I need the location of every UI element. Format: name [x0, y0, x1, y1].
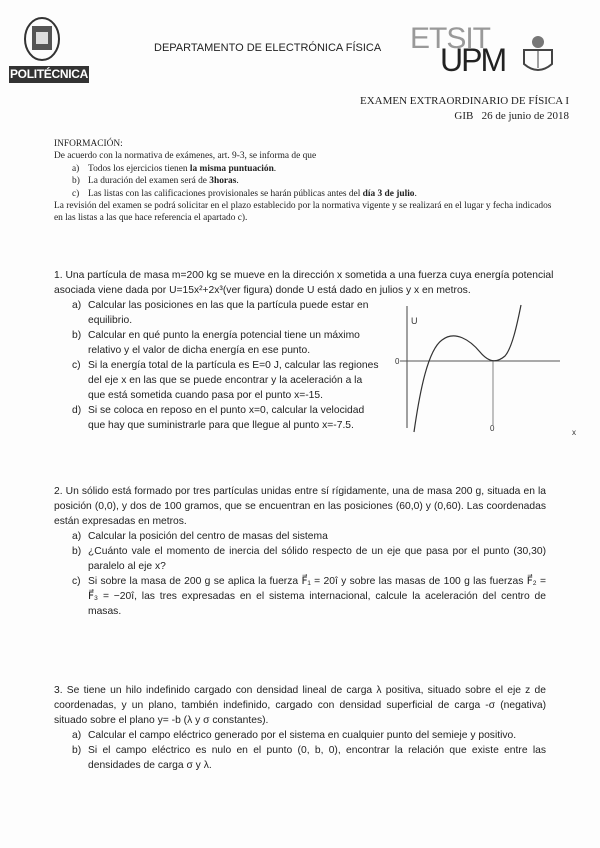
item-text: Calcular el campo eléctrico generado por el sistema en cualquier punto del semieje y positivo. [88, 730, 517, 741]
item-text: ¿Cuánto vale el momento de inercia del sólido respecto de un eje que pasa por el punto (30,30) paralelo al eje x? [88, 546, 546, 572]
item-text [88, 188, 417, 200]
question-3-stem: 3. Se tiene un hilo indefinido cargado con densidad lineal de carga λ positiva, situado sobre el eje z de coordenadas, y un plano, también indefinido, cargado con densidad superficial de carga -σ (negativa) situado sobre el plano y= -b (λ y σ constantes). [54, 685, 546, 726]
potential-curve [414, 305, 521, 432]
politecnica-logo: POLITÉCNICA [9, 67, 89, 81]
question-2 [54, 484, 546, 619]
item-text: Calcular las posiciones en las que la partícula puede estar en equilibrio. [88, 300, 369, 326]
item-text-bold: 3horas [209, 176, 237, 187]
list-item [72, 163, 554, 175]
x-zero-label: 0 [490, 424, 495, 433]
item-text: Si el campo eléctrico es nulo en el punto (0, b, 0), encontrar la relación que existe entre las densidades de carga σ y λ. [88, 745, 546, 771]
list-item [72, 328, 382, 358]
upm-crest-logo [22, 16, 62, 62]
info-closing: La revisión del examen se podrá solicitar en el plazo establecido por la normativa vigente y se realizará en el lugar y fecha indicados en las listas a las que hace referencia el apartado c). [54, 201, 552, 224]
item-text: Calcular la posición del centro de masas del sistema [88, 531, 328, 542]
item-label: a) [72, 730, 82, 741]
item-label: c) [72, 188, 80, 199]
item-label: a) [72, 300, 82, 311]
list-item [72, 544, 546, 574]
item-label: d) [72, 405, 82, 416]
u-zero-label: 0 [395, 357, 400, 366]
item-label: b) [72, 176, 80, 187]
question-3 [54, 683, 546, 773]
item-label: a) [72, 163, 80, 174]
list-item [72, 403, 382, 433]
item-text [88, 163, 276, 175]
list-item [72, 728, 546, 743]
item-text-bold: día 3 de julio [362, 188, 415, 199]
item-label: b) [72, 546, 82, 557]
item-text-bold: la misma puntuación [189, 163, 274, 174]
item-text-pre: Todos los ejercicios tienen [88, 163, 190, 174]
question-2-stem: 2. Un sólido está formado por tres partículas unidas entre sí rígidamente, una de masa 200 g, situada en la posición (0,0), y dos de 100 gramos, que se encuentran en las posiciones (60,0) y (0,60). Las coordenadas están expresadas en metros. [54, 486, 546, 527]
item-text: Calcular en qué punto la energía potencial tiene un máximo relativo y el valor de dicha energía en ese punto. [88, 330, 360, 356]
item-text: Si sobre la masa de 200 g se aplica la fuerza F⃗₁ = 20î y sobre las masas de 100 g las fuerzas F⃗₂ = F⃗₃ = −20î, las tres expresadas en el sistema internacional, calcule la aceleración del centro de masas. [88, 576, 546, 617]
item-label: a) [72, 531, 82, 542]
list-item [72, 743, 546, 773]
x-axis-label: x [572, 428, 576, 437]
u-axis-label: U [411, 316, 418, 326]
potential-energy-graph [380, 300, 590, 440]
list-item [72, 298, 382, 328]
item-text-post: . [236, 176, 239, 187]
department-title: DEPARTAMENTO DE ELECTRÓNICA FÍSICA [154, 42, 382, 54]
information-block [54, 138, 554, 225]
item-label: b) [72, 745, 82, 756]
list-item [72, 188, 554, 200]
list-item [72, 358, 382, 403]
item-text-pre: Las listas con las calificaciones provisionales se harán públicas antes del [88, 188, 363, 199]
item-text [88, 175, 239, 187]
etsit-upm-logo: ETSIT UPM [410, 22, 560, 84]
list-item [72, 175, 554, 187]
exam-title: EXAMEN EXTRAORDINARIO DE FÍSICA I [360, 95, 569, 107]
list-item [72, 529, 546, 544]
item-text: Si se coloca en reposo en el punto x=0, calcular la velocidad que hay que suministrarle para que llegue al punto x=-7.5. [88, 405, 365, 431]
item-label: b) [72, 330, 82, 341]
info-title: INFORMACIÓN: [54, 139, 123, 149]
question-1-stem: 1. Una partícula de masa m=200 kg se mueve en la dirección x sometida a una fuerza cuya energía potencial asociada viene dada por U=15x²+2x³(ver figura) donde U está dado en julios y x en metros. [54, 270, 554, 296]
item-text: Si la energía total de la partícula es E=0 J, calcular las regiones del eje x en las que se puede encontrar y la aceleración a la que está sometida cuando pasa por el punto x=-15. [88, 360, 379, 401]
exam-date: GIB 26 de junio de 2018 [454, 110, 569, 122]
info-intro: De acuerdo con la normativa de exámenes, art. 9-3, se informa de que [54, 151, 317, 162]
item-text-post: . [414, 188, 417, 199]
list-item [72, 574, 546, 619]
item-text-pre: La duración del examen será de [88, 176, 210, 187]
item-label: c) [72, 576, 81, 587]
item-label: c) [72, 360, 81, 371]
item-text-post: . [273, 163, 277, 174]
